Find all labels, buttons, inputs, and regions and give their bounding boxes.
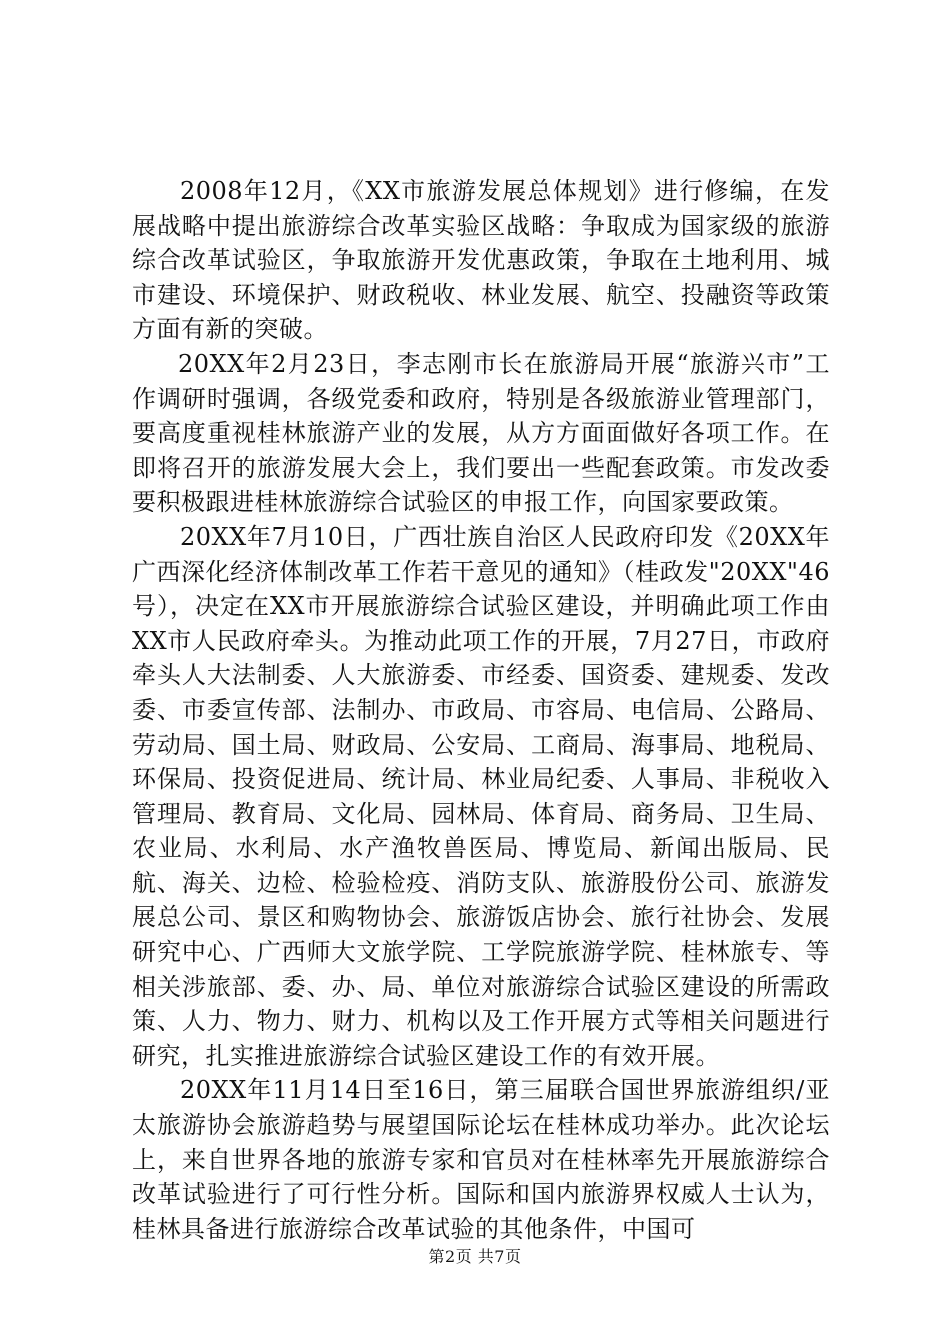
paragraph-3: 20XX年7月10日，广西壮族自治区人民政府印发《20XX年广西深化经济体制改革工作若干意见的通知》（桂政发"20XX"46号），决定在XX市开展旅游综合试验区建设，并明确此项工作由XX市人民政府牵头。为推动此项工作的开展，7月27日，市政府牵头人大法制委、人大旅游委、市经委、国资委、建规委、发改委、市委宣传部、法制办、市政局、市容局、电信局、公路局、劳动局、国土局、财政局、公安局、工商局、海事局、地税局、环保局、投资促进局、统计局、林业局纪委、人事局、非税收入管理局、教育局、文化局、园林局、体育局、商务局、卫生局、农业局、水利局、水产渔牧兽医局、博览局、新闻出版局、民航、海关、边检、检验检疫、消防支队、旅游股份公司、旅游发展总公司、景区和购物协会、旅游饭店协会、旅行社协会、发展研究中心、广西师大文旅学院、工学院旅游学院、桂林旅专、等相关涉旅部、委、办、局、单位对旅游综合试验区建设的所需政策、人力、物力、财力、机构以及工作开展方式等相关问题进行研究，扎实推进旅游综合试验区建设工作的有效开展。 xyxy=(132,522,830,1070)
paragraph-4: 20XX年11月14日至16日，第三届联合国世界旅游组织/亚太旅游协会旅游趋势与展望国际论坛在桂林成功举办。此次论坛上，来自世界各地的旅游专家和官员对在桂林率先开展旅游综合改革试验进行了可行性分析。国际和国内旅游界权威人士认为，桂林具备进行旅游综合改革试验的其他条件，中国可 xyxy=(132,1076,830,1243)
paragraph-1: 2008年12月，《XX市旅游发展总体规划》进行修编，在发展战略中提出旅游综合改革实验区战略：争取成为国家级的旅游综合改革试验区，争取旅游开发优惠政策，争取在土地利用、城市建设、环境保护、财政税收、林业发展、航空、投融资等政策方面有新的突破。 xyxy=(132,177,830,344)
document-body xyxy=(132,174,830,1246)
page-footer: 第2页 共7页 xyxy=(428,1247,522,1266)
paragraph-2: 20XX年2月23日，李志刚市长在旅游局开展“旅游兴市”工作调研时强调，各级党委和政府，特别是各级旅游业管理部门，要高度重视桂林旅游产业的发展，从方方面面做好各项工作。在即将召开的旅游发展大会上，我们要出一些配套政策。市发改委要积极跟进桂林旅游综合试验区的申报工作，向国家要政策。 xyxy=(132,349,830,517)
